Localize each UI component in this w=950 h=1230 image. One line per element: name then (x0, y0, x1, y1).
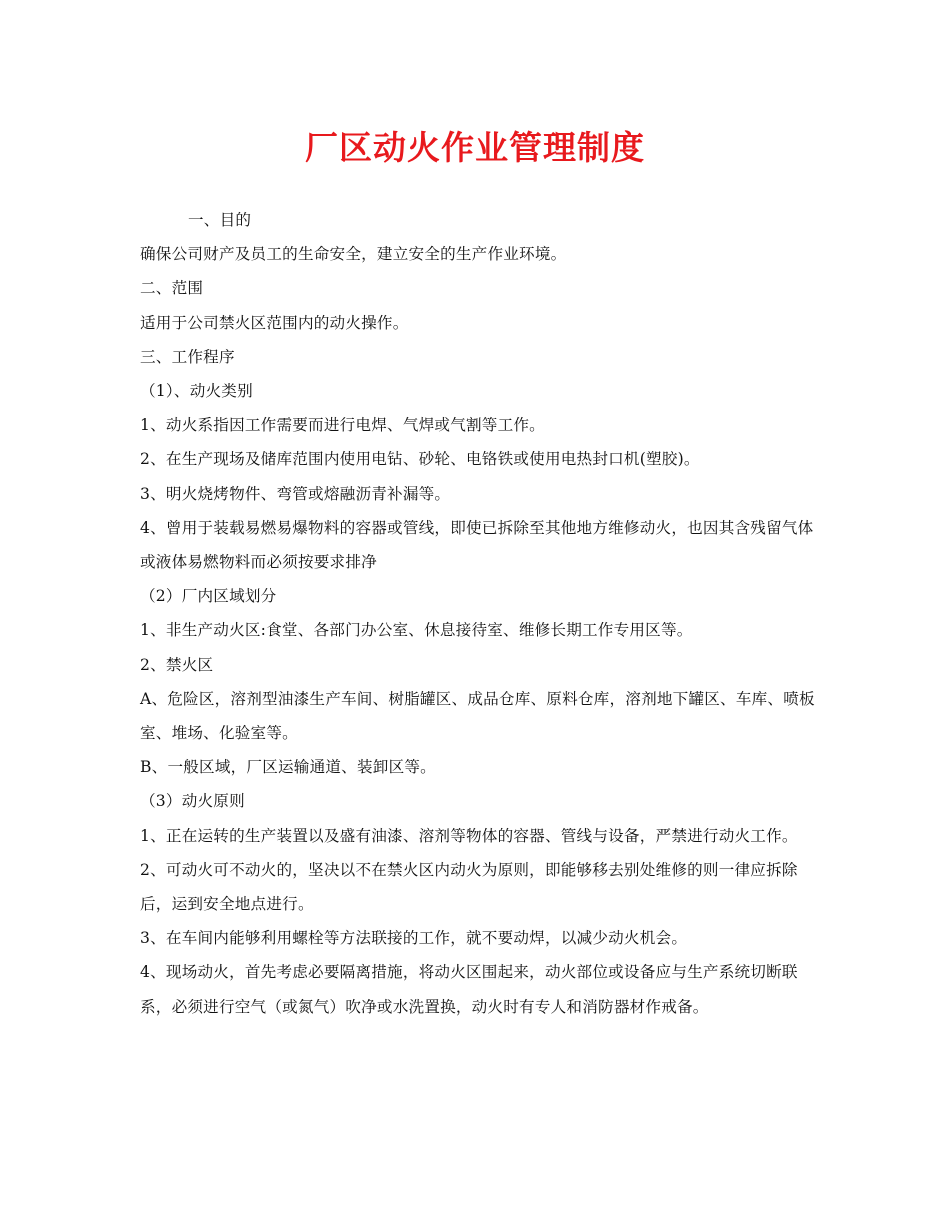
list-item: A、危险区，溶剂型油漆生产车间、树脂罐区、成品仓库、原料仓库，溶剂地下罐区、车库、喷板室、堆场、化验室等。 (140, 689, 815, 743)
list-item: 3、明火烧烤物件、弯管或熔融沥青补漏等。 (140, 484, 451, 503)
list-item: 1、非生产动火区:食堂、各部门办公室、休息接待室、维修长期工作专用区等。 (140, 621, 693, 640)
paragraph-purpose: 确保公司财产及员工的生命安全，建立安全的生产作业环境。 (140, 245, 567, 264)
subheading-fire-types: （1）、动火类别 (140, 382, 253, 401)
document-body (140, 203, 815, 1024)
document-title: 厂区动火作业管理制度 (305, 128, 645, 167)
paragraph-scope: 适用于公司禁火区范围内的动火操作。 (140, 313, 409, 332)
section-heading-procedure: 三、工作程序 (140, 347, 235, 366)
section-heading-purpose: 一、目的 (188, 211, 252, 229)
list-item: 2、可动火可不动火的，坚决以不在禁火区内动火为原则，即能够移去别处维修的则一律应拆除后，运到安全地点进行。 (140, 860, 798, 914)
list-item: 1、正在运转的生产装置以及盛有油漆、溶剂等物体的容器、管线与设备，严禁进行动火工作。 (140, 826, 798, 845)
list-item: 2、在生产现场及储库范围内使用电钻、砂轮、电铬铁或使用电热封口机(塑胶)。 (140, 450, 700, 469)
list-item: 1、动火系指因工作需要而进行电焊、气焊或气割等工作。 (140, 416, 545, 435)
subheading-fire-principles: （3）动火原则 (140, 792, 245, 811)
list-item: 4、现场动火，首先考虑必要隔离措施，将动火区围起来，动火部位或设备应与生产系统切断联系，必须进行空气（或氮气）吹净或水洗置换，动火时有专人和消防器材作戒备。 (140, 963, 798, 1016)
list-item: B、一般区域，厂区运输通道、装卸区等。 (140, 758, 436, 777)
list-item: 2、禁火区 (140, 655, 214, 674)
subheading-zone-division: （2）厂内区域划分 (140, 587, 277, 606)
section-heading-scope: 二、范围 (140, 279, 204, 298)
list-item: 4、曾用于装载易燃易爆物料的容器或管线，即使已拆除至其他地方维修动火，也因其含残留气体或液体易燃物料而必须按要求排净 (140, 518, 814, 572)
list-item: 3、在车间内能够利用螺栓等方法联接的工作，就不要动焊，以减少动火机会。 (140, 929, 688, 948)
